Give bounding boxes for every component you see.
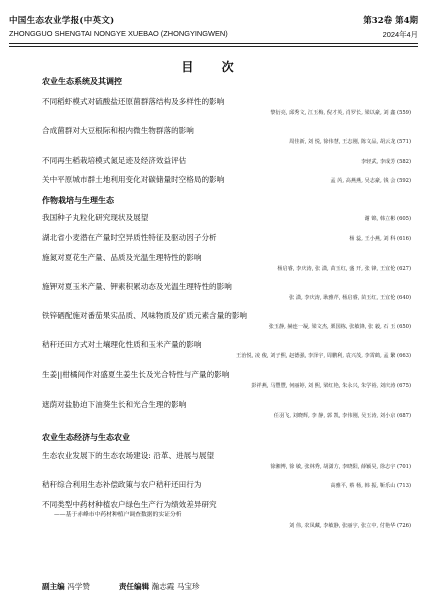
article-authors: 王治悦, 凌 俊, 刘子熙, 赵德强, 李泽宇, 周鹏利, 袁兴茂, 李霄鹤, 孟 繁 (663) — [236, 353, 411, 359]
article-authors: 张 潇, 李庆涛, 耿雅芹, 杨启睿, 苗玉红, 王宜伦 (640) — [289, 295, 411, 301]
article-authors: 孟 芮, 高燕燕, 吴志豪, 钱 会 (592) — [330, 178, 411, 184]
article-title: 遮荫对盐胁迫下油葵生长和光合生理的影响 — [42, 400, 187, 409]
journal-title-en: ZHONGGUO SHENGTAI NONGYE XUEBAO (ZHONGYINGWEN) — [9, 29, 228, 38]
journal-title-cn: 中国生态农业学报(中英文) — [9, 16, 115, 26]
deputy-editor-name: 冯学赞 — [67, 582, 90, 591]
article-title: 不同再生稻栽培模式氮足迹及经济效益评估 — [42, 156, 187, 165]
issue-number: 第32卷 第4期 — [363, 16, 418, 26]
editor-footer — [42, 581, 200, 592]
article-authors: 刘 伟, 农凤藏, 李敏静, 张丽宇, 张立中, 付艳华 (726) — [289, 523, 411, 529]
toc-entry[interactable] — [42, 97, 411, 117]
section-heading: 作物栽培与生理生态 — [42, 195, 114, 205]
article-title: 施钾对夏玉米产量、钾素积累动态及光温生理特性的影响 — [42, 282, 232, 291]
toc-entry[interactable] — [42, 311, 411, 331]
article-authors: 高雅平, 蔡 杨, 韩 振, 靳乐山 (713) — [330, 483, 411, 489]
deputy-editor-label: 副主编 — [42, 582, 65, 591]
article-authors: 杨启睿, 李庆涛, 张 潇, 苗玉红, 盛 开, 张 锋, 王宜伦 (627) — [277, 266, 411, 272]
toc-entry[interactable] — [42, 451, 411, 471]
article-authors: 任羽飞, 刘晓辉, 李 静, 郭 凯, 李伟刚, 吴玉涛, 刘小京 (687) — [273, 413, 411, 419]
toc-entry[interactable] — [42, 156, 411, 166]
toc-entry[interactable] — [42, 233, 411, 243]
article-authors: 彭祥燕, 马豐豐, 何丽婷, 刘 熙, 梁红艳, 朱永兴, 朱学裕, 刘庆涛 (675) — [251, 383, 411, 389]
article-title: 不同类型中药材种植农户绿色生产行为绩效差异研究 — [42, 500, 217, 509]
article-title: 关中平原城市群土地利用变化对碳储量时空格局的影响 — [42, 175, 225, 184]
article-title: 合成菌群对大豆根际和根内微生物群落的影响 — [42, 126, 194, 135]
toc-entry[interactable] — [42, 340, 411, 360]
section-heading: 农业生态经济与生态农业 — [42, 432, 130, 442]
toc-entry[interactable] — [42, 400, 411, 420]
toc-entry[interactable] — [42, 480, 411, 490]
article-authors: 杨 蕊, 王小燕, 刘 科 (616) — [349, 236, 411, 242]
article-title: 不同稻虾模式对硫酸盐还原菌群落结构及多样性的影响 — [42, 97, 225, 106]
article-authors: 谢 锦, 韩立彬 (605) — [364, 216, 411, 222]
issue-date: 2024年4月 — [382, 30, 418, 39]
article-authors: 周佳新, 刘 悦, 徐伟慧, 王志刚, 陈文品, 胡云龙 (571) — [289, 139, 411, 145]
header-rule-thin — [9, 46, 418, 47]
toc-entry[interactable] — [42, 175, 411, 185]
toc-entry[interactable] — [42, 370, 411, 390]
section-heading: 农业生态系统及其调控 — [42, 76, 122, 86]
article-title: 我国种子丸粒化研究现状及展望 — [42, 213, 149, 222]
toc-entry[interactable] — [42, 213, 411, 223]
responsible-editor-label: 责任编辑 — [118, 582, 150, 591]
article-authors: 黎衍亮, 邱秀文, 江玉梅, 倪才英, 肖罗长, 梁以豪, 刘 鑫 (559) — [270, 110, 411, 116]
article-authors: 张玉静, 赫连一凝, 梁文杰, 栗国栋, 张敏锋, 张 毅, 石 玉 (650) — [268, 324, 411, 330]
toc-entry[interactable] — [42, 500, 411, 530]
article-title: 铁锌硒配施对番茄果实品质、风味物质及矿质元素含量的影响 — [42, 311, 248, 320]
toc-entry[interactable] — [42, 126, 411, 146]
article-title: 施氮对夏花生产量、品质及光温生理特性的影响 — [42, 253, 202, 262]
toc-entry[interactable] — [42, 253, 411, 273]
article-subtitle: ——基于赤峰市中药材种植户调查数据的实证分析 — [54, 512, 182, 518]
article-title: 湖北省小麦潜在产量时空异质性特征及驱动因子分析 — [42, 233, 217, 242]
header-rule-thick — [9, 43, 418, 44]
toc-entry[interactable] — [42, 282, 411, 302]
article-authors: 徐湘博, 徐 敏, 张林秀, 胡潇方, 李晓阳, 薛颖昊, 徐志宇 (701) — [270, 464, 411, 470]
responsible-editor-names: 瀚志霞 马宝珍 — [151, 582, 200, 591]
article-title: 秸秆综合利用生态补偿政策与农户秸秆还田行为 — [42, 480, 202, 489]
article-title: 生姜||柑橘间作对盛夏生姜生长及光合特性与产量的影响 — [42, 370, 230, 379]
article-title: 秸秆还田方式对土壤理化性质和玉米产量的影响 — [42, 340, 202, 349]
article-title: 生态农业发展下的生态农场建设: 沿革、进展与展望 — [42, 451, 215, 460]
article-authors: 李轻武, 李成芳 (582) — [360, 159, 411, 165]
toc-title: 目 次 — [181, 60, 246, 74]
